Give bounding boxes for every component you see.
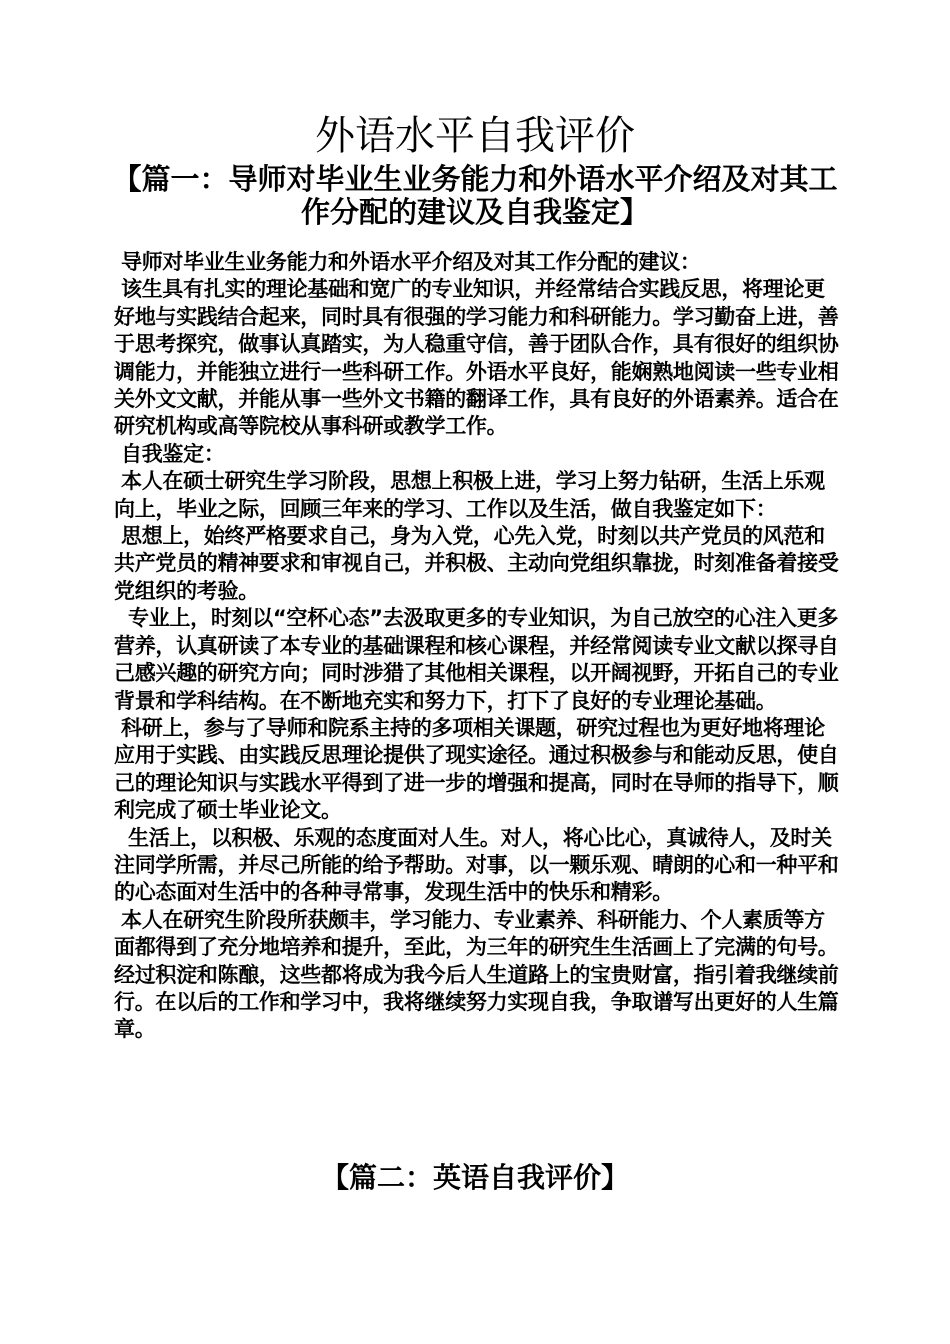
section2-heading: 【篇二：英语自我评价】 [320, 1161, 629, 1194]
document-title: 外语水平自我评价 [315, 113, 635, 159]
body-text [114, 249, 840, 1044]
paragraph-intro: 本人在硕士研究生学习阶段，思想上积极上进，学习上努力钻研，生活上乐观向上，毕业之际，回顾三年来的学习、工作以及生活，做自我鉴定如下： [114, 469, 825, 521]
paragraph-self-assessment-heading: 自我鉴定： [114, 441, 225, 466]
paragraph-conclusion: 本人在研究生阶段所获颇丰，学习能力、专业素养、科研能力、个人素质等方面都得到了充分地培养和提升，至此，为三年的研究生生活画上了完满的句号。经过积淀和陈酿，这些都将成为我今后人生道路上的宝贵财富，指引着我继续前行。在以后的工作和学习中，我将继续努力实现自我，争取谱写出更好的人生篇章。 [114, 907, 839, 1042]
paragraph-advisor-heading: 导师对毕业生业务能力和外语水平介绍及对其工作分配的建议： [114, 250, 701, 274]
paragraph-major: 专业上，时刻以“空杯心态”去汲取更多的专业知识，为自己放空的心注入更多营养，认真研读了本专业的基础课程和核心课程，并经常阅读专业文献以探寻自己感兴趣的研究方向；同时涉猎了其他相关课程，以开阔视野，开拓自己的专业背景和学科结构。在不断地充实和努力下，打下了良好的专业理论基础。 [114, 606, 839, 713]
paragraph-research: 科研上，参与了导师和院系主持的多项相关课题，研究过程也为更好地将理论应用于实践、由实践反思理论提供了现实途径。通过积极参与和能动反思，使自己的理论知识与实践水平得到了进一步的增强和提高，同时在导师的指导下，顺利完成了硕士毕业论文。 [114, 715, 839, 823]
paragraph-life: 生活上，以积极、乐观的态度面对人生。对人，将心比心，真诚待人，及时关注同学所需，并尽己所能的给予帮助。对事，以一颗乐观、晴朗的心和一种平和的心态面对生活中的各种寻常事，发现生活中的快乐和精彩。 [114, 825, 839, 905]
section1-heading: 【篇一：导师对毕业生业务能力和外语水平介绍及对其工作分配的建议及自我鉴定】 [112, 162, 838, 229]
paragraph-advisor-evaluation: 该生具有扎实的理论基础和宽广的专业知识，并经常结合实践反思，将理论更好地与实践结合起来，同时具有很强的学习能力和科研能力。学习勤奋上进，善于思考探究，做事认真踏实，为人稳重守信，善于团队合作，具有很好的组织协调能力，并能独立进行一些科研工作。外语水平良好，能娴熟地阅读一些专业相关外文文献，并能从事一些外文书籍的翻译工作，具有良好的外语素养。适合在研究机构或高等院校从事科研或教学工作。 [114, 277, 839, 439]
paragraph-ideology: 思想上，始终严格要求自己，身为入党，心先入党，时刻以共产党员的风范和共产党员的精神要求和审视自己，并积极、主动向党组织靠拢，时刻准备着接受党组织的考验。 [114, 524, 839, 603]
